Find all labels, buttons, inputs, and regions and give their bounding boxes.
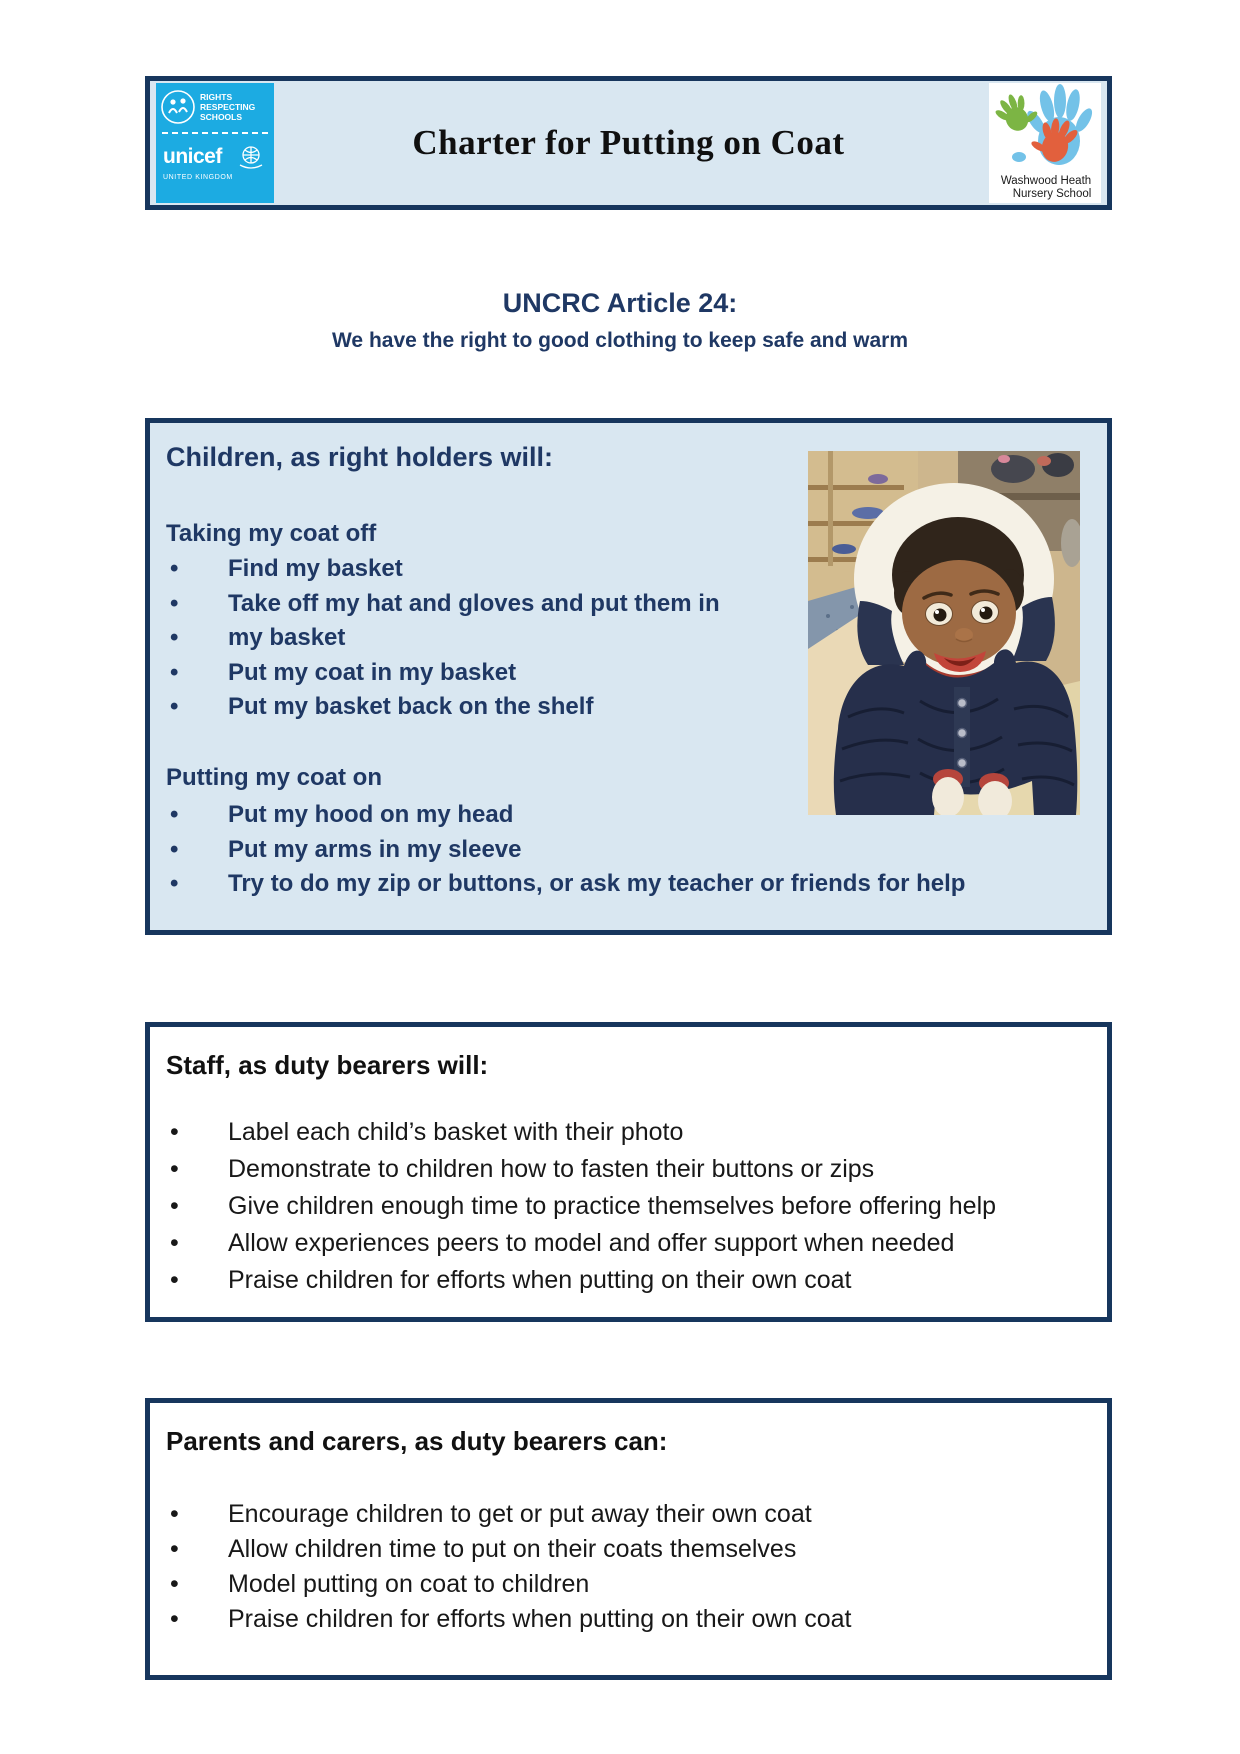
uncrc-article bbox=[0, 288, 1240, 353]
staff-box bbox=[145, 1022, 1112, 1322]
children-box bbox=[145, 418, 1112, 935]
school-name-line-2: Nursery School bbox=[1012, 188, 1092, 200]
uncrc-article-heading: UNCRC Article 24: bbox=[502, 288, 738, 318]
page-title: Charter for Putting on Coat bbox=[412, 123, 845, 162]
staff-box-heading: Staff, as duty bearers will: bbox=[166, 1050, 489, 1080]
bullet-item: • Encourage children to get or put away their own coat bbox=[150, 1500, 1107, 1535]
bullet-item: • Put my hood on my head bbox=[150, 801, 1107, 836]
bullet-item: • Take off my hat and gloves and put them in bbox=[150, 590, 1107, 625]
bullet-item: • Demonstrate to children how to fasten their buttons or zips bbox=[150, 1155, 1107, 1192]
parents-box bbox=[145, 1398, 1112, 1680]
bullet-item: • Label each child’s basket with their photo bbox=[150, 1118, 1107, 1155]
children-box-heading: Children, as right holders will: bbox=[166, 442, 554, 472]
bullet-item: • Give children enough time to practice themselves before offering help bbox=[150, 1192, 1107, 1229]
header bbox=[145, 76, 1112, 210]
bullet-item: • Praise children for efforts when putting on their own coat bbox=[150, 1605, 1107, 1640]
staff-list bbox=[150, 1118, 1107, 1303]
bullet-item: • Allow experiences peers to model and offer support when needed bbox=[150, 1229, 1107, 1266]
bullet-item: • Try to do my zip or buttons, or ask my teacher or friends for help bbox=[150, 870, 1107, 905]
bullet-item: • Put my arms in my sleeve bbox=[150, 836, 1107, 871]
unicef-country: UNITED KINGDOM bbox=[163, 174, 233, 181]
rrs-line-2: RESPECTING bbox=[200, 102, 256, 112]
bullet-item: • Praise children for efforts when putting on their own coat bbox=[150, 1266, 1107, 1303]
bullet-item: • Put my basket back on the shelf bbox=[150, 693, 1107, 728]
putting-coat-on-subheading: Putting my coat on bbox=[166, 764, 382, 791]
parents-list bbox=[150, 1500, 1107, 1640]
bullet-item: • Put my coat in my basket bbox=[150, 659, 1107, 694]
handprints-icon bbox=[989, 83, 1101, 203]
school-logo bbox=[989, 83, 1101, 203]
doll-photo bbox=[808, 451, 1080, 815]
putting-coat-on-list bbox=[150, 801, 1107, 905]
rrs-line-1: RIGHTS bbox=[200, 92, 233, 102]
school-name-line-1: Washwood Heath bbox=[1000, 175, 1092, 187]
uncrc-article-subheading: We have the right to good clothing to keep safe and warm bbox=[331, 329, 908, 352]
parents-box-heading: Parents and carers, as duty bearers can: bbox=[166, 1426, 668, 1456]
bullet-item: • my basket bbox=[150, 624, 1107, 659]
bullet-item: • Allow children time to put on their coats themselves bbox=[150, 1535, 1107, 1570]
rrs-line-3: SCHOOLS bbox=[200, 112, 243, 122]
bullet-item: • Find my basket bbox=[150, 555, 1107, 590]
bullet-item: • Model putting on coat to children bbox=[150, 1570, 1107, 1605]
taking-coat-off-subheading: Taking my coat off bbox=[166, 520, 377, 547]
unicef-wordmark: unicef bbox=[163, 145, 222, 168]
